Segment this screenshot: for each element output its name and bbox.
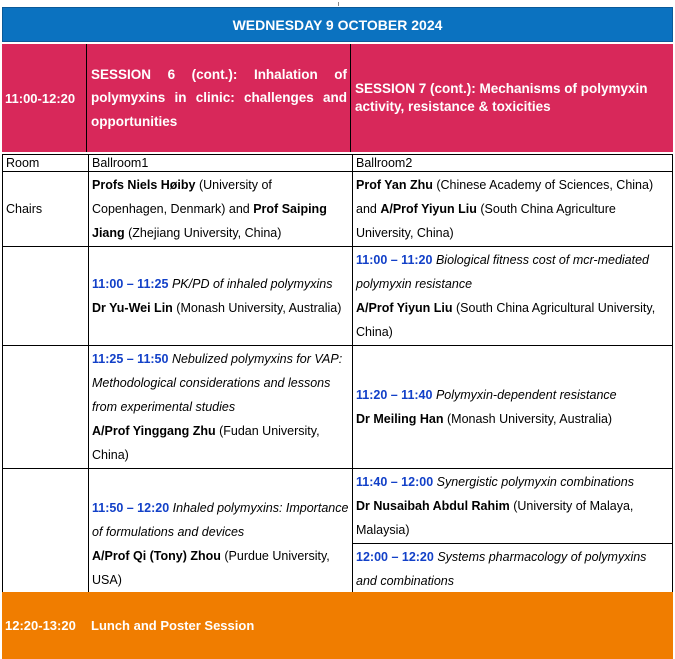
chair-name: Prof Saiping Jiang <box>92 202 327 240</box>
day-header-text: WEDNESDAY 9 OCTOBER 2024 <box>232 16 443 33</box>
talk-time: 11:25 – 11:50 <box>92 352 169 366</box>
talk-speaker: Dr Yu-Wei Lin <box>92 301 173 315</box>
talk-affil: (Fudan University, China) <box>92 424 320 462</box>
talk-time: 11:00 – 11:20 <box>356 253 433 267</box>
chair-name: Profs Niels Høiby <box>92 178 196 192</box>
talk-time: 11:50 – 12:20 <box>92 500 170 515</box>
talk-r2-s7 <box>353 346 673 469</box>
talk-title: PK/PD of inhaled polymyxins <box>171 277 333 291</box>
chairs-row <box>3 172 673 247</box>
lunch-time: 12:20-13:20 <box>5 618 76 633</box>
chair-affil: (Zhejiang University, China) <box>124 226 282 240</box>
empty-cell <box>3 346 89 469</box>
chair-affil: (South China Agriculture University, China) <box>356 202 616 240</box>
top-marker <box>338 2 339 6</box>
talk-title: Nebulized polymyxins for VAP: Methodological considerations and lessons from experimental studies <box>92 352 343 414</box>
room-s6: Ballroom1 <box>89 155 353 172</box>
talk-speaker: A/Prof Qi (Tony) Zhou <box>92 548 221 563</box>
chair-affil: (Chinese Academy of Sciences, China) and <box>356 178 654 216</box>
lunch-label: Lunch and Poster Session <box>91 618 255 633</box>
talk-time: 11:20 – 11:40 <box>356 388 433 402</box>
talk-speaker: Dr Meiling Han <box>356 412 444 426</box>
chairs-label: Chairs <box>3 172 89 247</box>
session-time: 11:00-12:20 <box>2 44 87 152</box>
programme-page <box>2 2 673 657</box>
talk-row-2 <box>3 346 673 469</box>
session-7-title <box>352 44 673 152</box>
session-7-title-text: SESSION 7 (cont.): Mechanisms of polymyxin activity, resistance & toxicities <box>355 81 648 114</box>
talk-r3-s7a <box>353 469 673 544</box>
chair-affil: (University of Copenhagen, Denmark) and <box>92 178 272 216</box>
room-s7: Ballroom2 <box>353 155 673 172</box>
lunch-row <box>2 592 673 659</box>
talk-title: Biological fitness cost of mcr-mediated polymyxin resistance <box>356 253 650 291</box>
room-label: Room <box>3 155 89 172</box>
talk-affil: (University of Malaya, Malaysia) <box>356 499 634 537</box>
talk-speaker: A/Prof Yinggang Zhu <box>92 424 216 438</box>
day-header <box>2 7 673 42</box>
talk-r2-s6 <box>89 346 353 469</box>
chairs-s7 <box>353 172 673 247</box>
talk-affil: (Monash University, Australia) <box>172 301 342 315</box>
talk-r1-s7 <box>353 247 673 346</box>
session-6-title-text: SESSION 6 (cont.): Inhalation of polymyxins in clinic: challenges and opportunities <box>91 66 347 129</box>
talk-affil: (South China Agricultural University, China) <box>356 301 656 339</box>
talk-row-1 <box>3 247 673 346</box>
session-6-title <box>88 44 351 152</box>
chairs-s6 <box>89 172 353 247</box>
chair-name: Prof Yan Zhu <box>356 178 433 192</box>
talk-speaker: A/Prof Yiyun Liu <box>356 301 453 315</box>
chair-name: A/Prof Yiyun Liu <box>380 202 477 216</box>
talk-time: 12:00 – 12:20 <box>356 550 434 564</box>
talk-title: Synergistic polymyxin combinations <box>436 475 634 489</box>
talk-title: Systems pharmacology of polymyxins and combinations <box>356 550 647 588</box>
session-header-row <box>2 44 673 152</box>
room-row <box>3 155 673 172</box>
programme-table <box>2 154 673 619</box>
talk-affil: (Monash University, Australia) <box>443 412 613 426</box>
talk-row-3a <box>3 469 673 544</box>
talk-affil: (Purdue University, USA) <box>92 548 330 587</box>
talk-title: Inhaled polymyxins: Importance of formulations and devices <box>92 500 349 539</box>
talk-r1-s6 <box>89 247 353 346</box>
talk-time: 11:00 – 11:25 <box>92 277 169 291</box>
talk-title: Polymyxin-dependent resistance <box>435 388 617 402</box>
talk-time: 11:40 – 12:00 <box>356 475 434 489</box>
empty-cell <box>3 247 89 346</box>
talk-speaker: Dr Nusaibah Abdul Rahim <box>356 499 510 513</box>
